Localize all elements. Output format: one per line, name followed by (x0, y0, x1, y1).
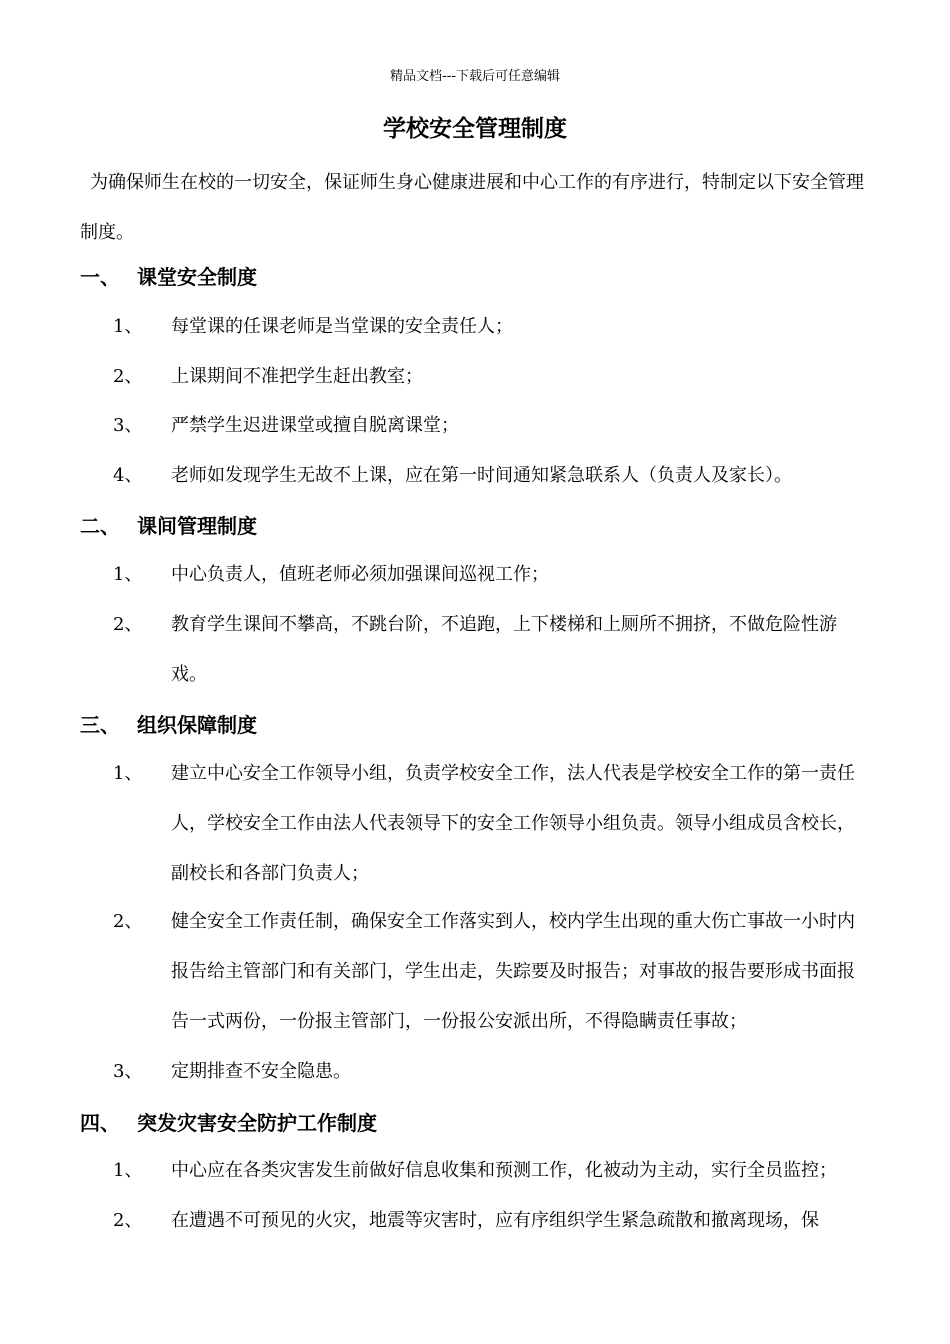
item-number: 1、 (113, 1160, 143, 1181)
item-text: 严禁学生迟进课堂或擅自脱离课堂； (171, 415, 459, 436)
item-text: 健全安全工作责任制，确保安全工作落实到人，校内学生出现的重大伤亡事故一小时内报告给主管部门和有关部门，学生出走，失踪要及时报告；对事故的报告要形成书面报告一式两份，一份报主管部门，一份报公安派出所，不得隐瞒责任事故； (171, 911, 855, 1032)
item-number: 2、 (113, 1210, 143, 1231)
item-text: 中心应在各类灾害发生前做好信息收集和预测工作，化被动为主动，实行全员监控； (171, 1160, 837, 1181)
section-number: 二、 (80, 514, 120, 538)
intro-paragraph: 为确保师生在校的一切安全，保证师生身心健康进展和中心工作的有序进行，特制定以下安全管理制度。 (80, 172, 864, 243)
item-number: 3、 (113, 415, 143, 436)
section-title: 课堂安全制度 (137, 265, 257, 289)
document-title: 学校安全管理制度 (383, 116, 567, 142)
section-heading-3 (80, 710, 257, 740)
item-number: 1、 (113, 564, 143, 585)
item-number: 2、 (113, 614, 143, 635)
section-title: 课间管理制度 (137, 514, 257, 538)
section-title: 组织保障制度 (137, 713, 257, 737)
item-text: 每堂课的任课老师是当堂课的安全责任人； (171, 316, 513, 337)
item-text: 上课期间不准把学生赶出教室； (171, 366, 423, 387)
page-header: 精品文档---下载后可任意编辑 (389, 69, 561, 84)
item-number: 3、 (113, 1061, 143, 1082)
section-heading-1 (80, 262, 257, 292)
section-heading-4 (80, 1108, 377, 1138)
item-number: 2、 (113, 911, 143, 932)
item-number: 1、 (113, 316, 143, 337)
item-number: 4、 (113, 465, 143, 486)
section-title: 突发灾害安全防护工作制度 (137, 1111, 377, 1135)
item-text: 老师如发现学生无故不上课，应在第一时间通知紧急联系人（负责人及家长）。 (171, 465, 792, 486)
item-text: 教育学生课间不攀高，不跳台阶，不追跑，上下楼梯和上厕所不拥挤，不做危险性游戏。 (171, 614, 837, 685)
section-number: 四、 (80, 1111, 120, 1135)
section-number: 一、 (80, 265, 120, 289)
section-heading-2 (80, 511, 257, 541)
item-text: 建立中心安全工作领导小组，负责学校安全工作，法人代表是学校安全工作的第一责任人，学校安全工作由法人代表领导下的安全工作领导小组负责。领导小组成员含校长，副校长和各部门负责人； (171, 763, 855, 884)
item-text: 在遭遇不可预见的火灾，地震等灾害时，应有序组织学生紧急疏散和撤离现场，保 (171, 1210, 819, 1231)
item-text: 定期排查不安全隐患。 (171, 1061, 351, 1082)
item-number: 2、 (113, 366, 143, 387)
section-number: 三、 (80, 713, 120, 737)
item-number: 1、 (113, 763, 143, 784)
item-text: 中心负责人，值班老师必须加强课间巡视工作； (171, 564, 549, 585)
